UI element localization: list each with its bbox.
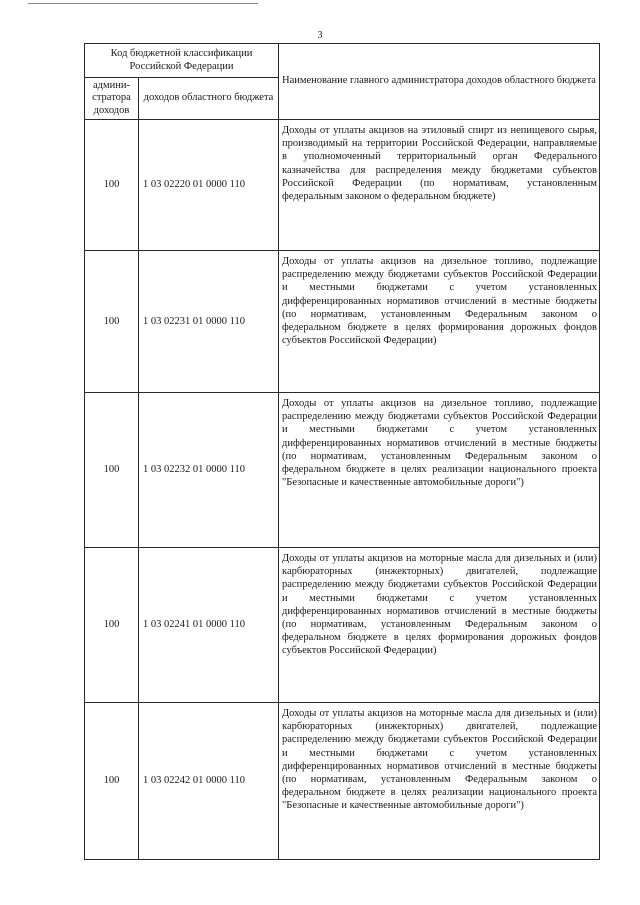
- table-row: [85, 703, 600, 860]
- header-col-admin: админи-стратора доходов: [85, 78, 139, 120]
- budget-code-cell: 1 03 02241 01 0000 110: [139, 548, 279, 703]
- admin-code-cell: 100: [85, 120, 139, 251]
- income-name-cell: Доходы от уплаты акцизов на дизельное топливо, подлежащие распределению между бюджетами субъектов Российской Федерации и местными бюджетами с учетом установленных дифференцированных нормативов отчислений в местные бюджеты (по нормативам, установленным Федеральным законом о федеральном бюджете в целях реализации национального проекта "Безопасные и качественные автомобильные дороги"): [279, 393, 600, 548]
- budget-classification-table: [84, 43, 600, 860]
- header-group-title: Код бюджетной классификации Российской Федерации: [85, 44, 279, 78]
- admin-code-cell: 100: [85, 703, 139, 860]
- income-name-cell: Доходы от уплаты акцизов на этиловый спирт из непищевого сырья, производимый на территории Российской Федерации, направляемые в уполномоченный территориальный орган Федерального казначейства для распределения между бюджетами субъектов Российской Федерации (по нормативам, установленным федеральным законом о федеральном бюджете): [279, 120, 600, 251]
- budget-code-cell: 1 03 02232 01 0000 110: [139, 393, 279, 548]
- income-name-cell: Доходы от уплаты акцизов на моторные масла для дизельных и (или) карбюраторных (инжекторных) двигателей, подлежащие распределению между бюджетами субъектов Российской Федерации и местными бюджетами с учетом установленных дифференцированных нормативов отчислений в местные бюджеты (по нормативам, установленным Федеральным законом о федеральном бюджете в целях формирования дорожных фондов субъектов Российской Федерации): [279, 548, 600, 703]
- admin-code-cell: 100: [85, 393, 139, 548]
- admin-code-cell: 100: [85, 251, 139, 393]
- income-name-cell: Доходы от уплаты акцизов на моторные масла для дизельных и (или) карбюраторных (инжекторных) двигателей, подлежащие распределению между бюджетами субъектов Российской Федерации и местными бюджетами с учетом установленных дифференцированных нормативов отчислений в местные бюджеты (по нормативам, установленным Федеральным законом о федеральном бюджете в целях реализации национального проекта "Безопасные и качественные автомобильные дороги"): [279, 703, 600, 860]
- scan-top-line: [28, 3, 258, 4]
- header-col-name: Наименование главного администратора доходов областного бюджета: [279, 44, 600, 120]
- header-row-top: [85, 44, 600, 78]
- budget-code-cell: 1 03 02231 01 0000 110: [139, 251, 279, 393]
- header-col-code: доходов областного бюджета: [139, 78, 279, 120]
- income-name-cell: Доходы от уплаты акцизов на дизельное топливо, подлежащие распределению между бюджетами субъектов Российской Федерации и местными бюджетами с учетом установленных дифференцированных нормативов отчислений в местные бюджеты (по нормативам, установленным Федеральным законом о федеральном бюджете в целях формирования дорожных фондов субъектов Российской Федерации): [279, 251, 600, 393]
- budget-code-cell: 1 03 02220 01 0000 110: [139, 120, 279, 251]
- table-row: [85, 548, 600, 703]
- budget-code-cell: 1 03 02242 01 0000 110: [139, 703, 279, 860]
- table-row: [85, 393, 600, 548]
- admin-code-cell: 100: [85, 548, 139, 703]
- page-number: 3: [317, 30, 323, 41]
- table-row: [85, 251, 600, 393]
- table-row: [85, 120, 600, 251]
